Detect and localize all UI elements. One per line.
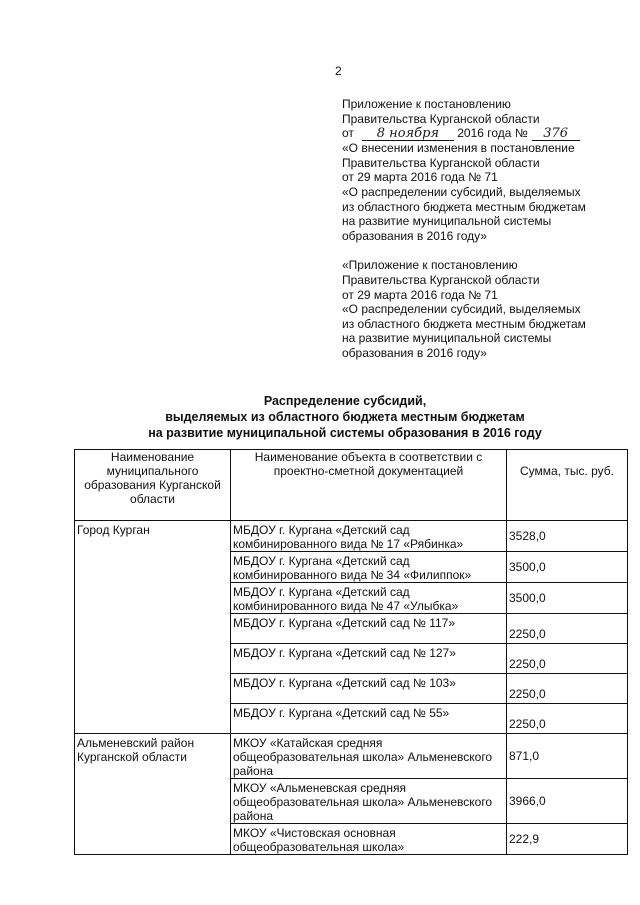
object-cell: МБДОУ г. Кургана «Детский сад № 55» [231,704,507,734]
table-header-row [75,450,628,521]
municipality-cell: Город Курган [75,521,231,734]
original-appendix-line: образования в 2016 году» [342,345,487,360]
original-appendix-line: Правительства Курганской области [342,272,540,287]
date-prefix: от [342,126,354,141]
table-row [75,521,628,552]
title-line: выделяемых из областного бюджета местным бюджетам [165,410,525,424]
municipality-cell: Альменевский район Курганской области [75,734,231,855]
appendix-line: Правительства Курганской области [342,155,540,170]
sum-cell: 2250,0 [507,644,628,674]
appendix-line: от 29 марта 2016 года № 71 [342,170,498,185]
table-row [75,734,628,779]
sum-cell: 222,9 [507,824,628,855]
object-cell: МБДОУ г. Кургана «Детский сад комбинированного вида № 34 «Филиппок» [231,552,507,583]
subsidy-table [74,449,628,855]
object-cell: МБДОУ г. Кургана «Детский сад № 103» [231,674,507,704]
appendix-line: образования в 2016 году» [342,228,487,243]
handwritten-date: 8 ноября [362,127,454,141]
object-cell: МБДОУ г. Кургана «Детский сад № 117» [231,614,507,644]
sum-cell: 3528,0 [507,521,628,552]
appendix-line: из областного бюджета местным бюджетам [342,199,586,214]
handwritten-number: 376 [532,127,580,141]
sum-cell: 3966,0 [507,779,628,824]
title-line: на развитие муниципальной системы образования в 2016 году [148,426,542,440]
appendix-line: «О распределении субсидий, выделяемых [342,184,581,199]
original-appendix-line: от 29 марта 2016 года № 71 [342,287,498,302]
sum-cell: 3500,0 [507,583,628,614]
object-cell: МКОУ «Альменевская средняя общеобразовательная школа» Альменевского района [231,779,507,824]
sum-cell: 871,0 [507,734,628,779]
sum-cell: 2250,0 [507,704,628,734]
appendix-line: Правительства Курганской области [342,111,540,126]
original-appendix-line: на развитие муниципальной системы [342,331,552,346]
object-cell: МБДОУ г. Кургана «Детский сад комбинированного вида № 17 «Рябинка» [231,521,507,552]
appendix-date-line [342,126,627,141]
date-suffix: 2016 года № [457,126,528,141]
appendix-header [342,97,627,361]
sum-cell: 2250,0 [507,674,628,704]
title-line: Распределение субсидий, [263,394,427,408]
header-object: Наименование объекта в соответствии с проектно-сметной документацией [231,450,507,521]
original-appendix-line: «Приложение к постановлению [342,258,518,273]
object-cell: МБДОУ г. Кургана «Детский сад комбинированного вида № 47 «Улыбка» [231,583,507,614]
header-sum: Сумма, тыс. руб. [507,450,628,521]
original-appendix-line: «О распределении субсидий, выделяемых [342,302,581,317]
appendix-line: на развитие муниципальной системы [342,214,552,229]
page-number: 2 [335,64,342,78]
appendix-line: «О внесении изменения в постановление [342,141,575,156]
sum-cell: 2250,0 [507,614,628,644]
sum-cell: 3500,0 [507,552,628,583]
original-appendix-line: из областного бюджета местным бюджетам [342,316,586,331]
object-cell: МКОУ «Катайская средняя общеобразовательная школа» Альменевского района [231,734,507,779]
object-cell: МБДОУ г. Кургана «Детский сад № 127» [231,644,507,674]
header-municipality: Наименование муниципального образования Курганской области [75,450,231,521]
appendix-line: Приложение к постановлению [342,97,511,111]
object-cell: МКОУ «Чистовская основная общеобразовательная школа» [231,824,507,855]
document-title [140,393,550,441]
